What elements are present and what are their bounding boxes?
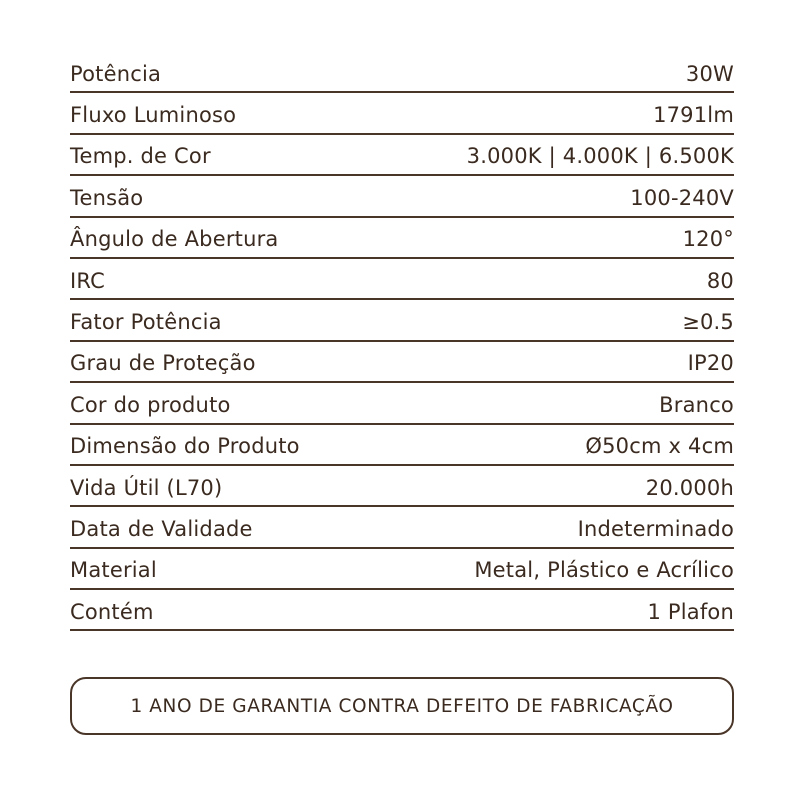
spec-label: IRC [70,268,106,293]
spec-value: 120° [682,227,734,252]
spec-value: ≥0.5 [682,310,734,335]
spec-label: Contém [70,599,154,624]
spec-row-fator-potencia [70,300,734,341]
warranty-text: 1 ANO DE GARANTIA CONTRA DEFEITO DE FABRICAÇÃO [130,695,674,717]
spec-row-angulo-de-abertura [70,218,734,259]
spec-label: Fluxo Luminoso [70,103,237,128]
spec-row-fluxo-luminoso [70,93,734,134]
spec-label: Dimensão do Produto [70,434,300,459]
spec-row-cor-do-produto [70,383,734,424]
spec-value: 80 [706,268,734,293]
spec-label: Temp. de Cor [70,144,211,169]
spec-row-irc [70,259,734,300]
spec-label: Fator Potência [70,310,222,335]
spec-label: Tensão [70,185,144,210]
spec-row-dimensao-do-produto [70,425,734,466]
spec-label: Cor do produto [70,392,231,417]
spec-label: Ângulo de Abertura [70,227,279,252]
spec-row-temp-de-cor [70,135,734,176]
spec-row-data-de-validade [70,507,734,548]
spec-label: Vida Útil (L70) [70,475,223,500]
spec-value: 3.000K | 4.000K | 6.500K [466,144,734,169]
spec-row-contem [70,590,734,631]
spec-value: Branco [659,392,734,417]
spec-value: Metal, Plástico e Acrílico [474,558,734,583]
spec-value: 1 Plafon [647,599,734,624]
spec-value: 1791lm [653,103,734,128]
spec-row-grau-de-protecao [70,342,734,383]
spec-value: IP20 [687,351,734,376]
spec-row-vida-util [70,466,734,507]
spec-table [70,52,734,631]
spec-label: Data de Validade [70,516,253,541]
spec-label: Material [70,558,157,583]
spec-value: 100-240V [630,185,734,210]
spec-value: 30W [685,61,734,86]
spec-value: Ø50cm x 4cm [585,434,734,459]
spec-row-tensao [70,176,734,217]
spec-row-potencia [70,52,734,93]
warranty-banner [70,677,734,735]
spec-label: Grau de Proteção [70,351,256,376]
spec-value: 20.000h [645,475,734,500]
spec-row-material [70,549,734,590]
spec-value: Indeterminado [577,516,734,541]
spec-label: Potência [70,61,162,86]
